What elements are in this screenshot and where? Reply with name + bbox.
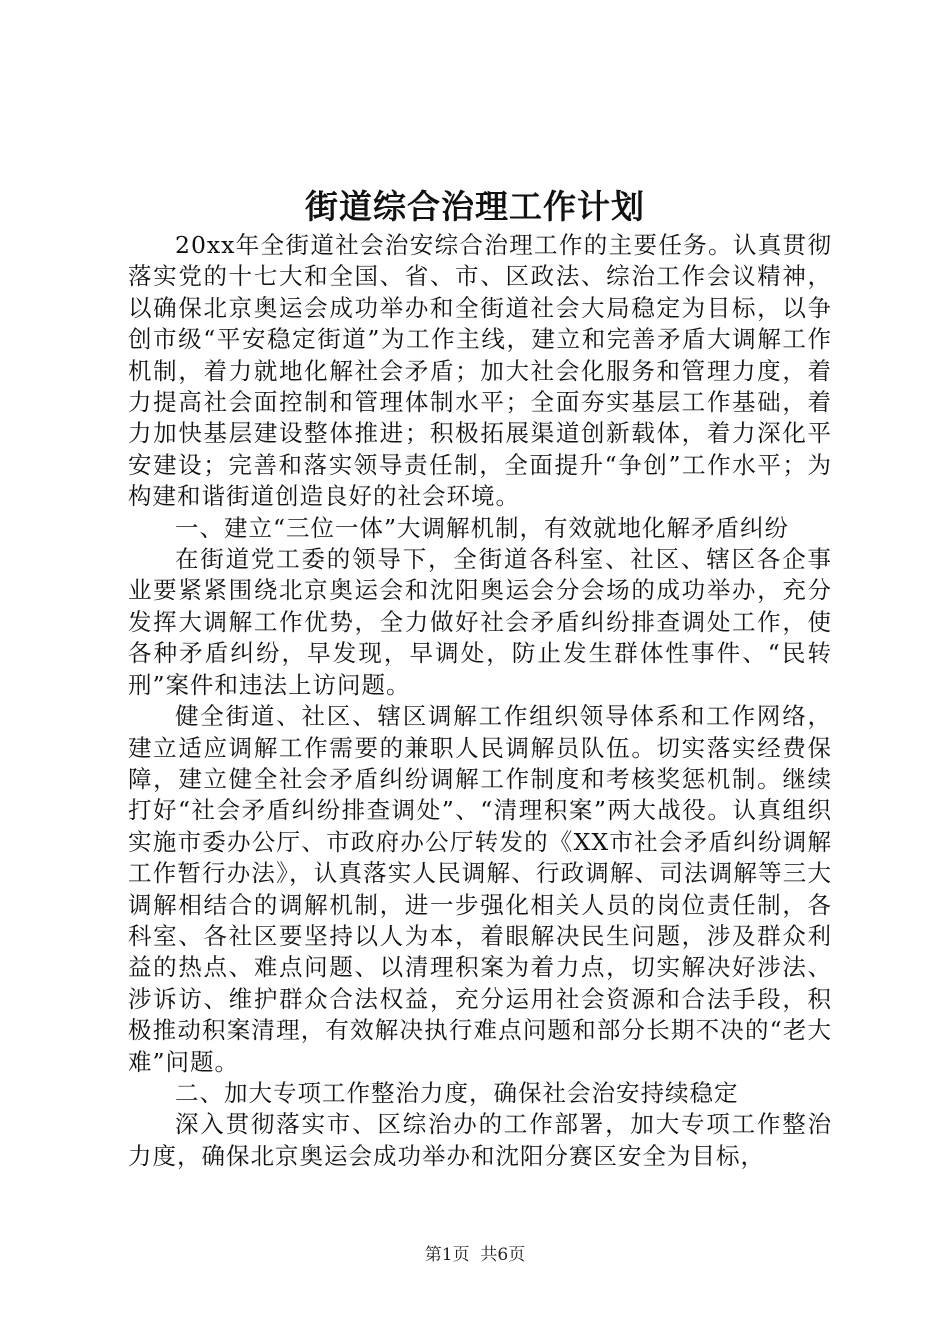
page-number: 第1页 [424,1245,470,1265]
paragraph-section-1a: 在街道党工委的领导下，全街道各科室、社区、辖区各企事业要紧紧围绕北京奥运会和沈阳奥运会分会场的成功举办，充分发挥大调解工作优势，全力做好社会矛盾纠纷排查调处工作，使各种矛盾纠纷，早发现，早调处，防止发生群体性事件、“民转刑”案件和违法上访问题。 [128,545,832,699]
document-body [128,230,832,1172]
total-pages: 共6页 [480,1245,526,1265]
document-title: 街道综合治理工作计划 [305,187,645,226]
page-footer [0,1243,950,1267]
paragraph-intro: 20xx年全街道社会治安综合治理工作的主要任务。认真贯彻落实党的十七大和全国、省、市、区政法、综治工作会议精神，以确保北京奥运会成功举办和全街道社会大局稳定为目标，以争创市级“平安稳定街道”为工作主线，建立和完善矛盾大调解工作机制，着力就地化解社会矛盾；加大社会化服务和管理力度，着力提高社会面控制和管理体制水平；全面夯实基层工作基础，着力加快基层建设整体推进；积极拓展渠道创新载体，着力深化平安建设；完善和落实领导责任制，全面提升“争创”工作水平；为构建和谐街道创造良好的社会环境。 [128,231,832,511]
section-heading-1: 一、建立“三位一体”大调解机制，有效就地化解矛盾纠纷 [175,513,790,542]
paragraph-section-1b: 健全街道、社区、辖区调解工作组织领导体系和工作网络，建立适应调解工作需要的兼职人民调解员队伍。切实落实经费保障，建立健全社会矛盾纠纷调解工作制度和考核奖惩机制。继续打好“社会矛盾纠纷排查调处”、“清理积案”两大战役。认真组织实施市委办公厅、市政府办公厅转发的《XX市社会矛盾纠纷调解工作暂行办法》，认真落实人民调解、行政调解、司法调解等三大调解相结合的调解机制，进一步强化相关人员的岗位责任制，各科室、各社区要坚持以人为本，着眼解决民生问题，涉及群众利益的热点、难点问题、以清理积案为着力点，切实解决好涉法、涉诉访、维护群众合法权益，充分运用社会资源和合法手段，积极推动积案清理，有效解决执行难点问题和部分长期不决的“老大难”问题。 [128,702,832,1076]
section-heading-2: 二、加大专项工作整治力度，确保社会治安持续稳定 [175,1078,739,1107]
paragraph-section-2a: 深入贯彻落实市、区综治办的工作部署，加大专项工作整治力度，确保北京奥运会成功举办和沈阳分赛区安全为目标， [128,1110,832,1170]
